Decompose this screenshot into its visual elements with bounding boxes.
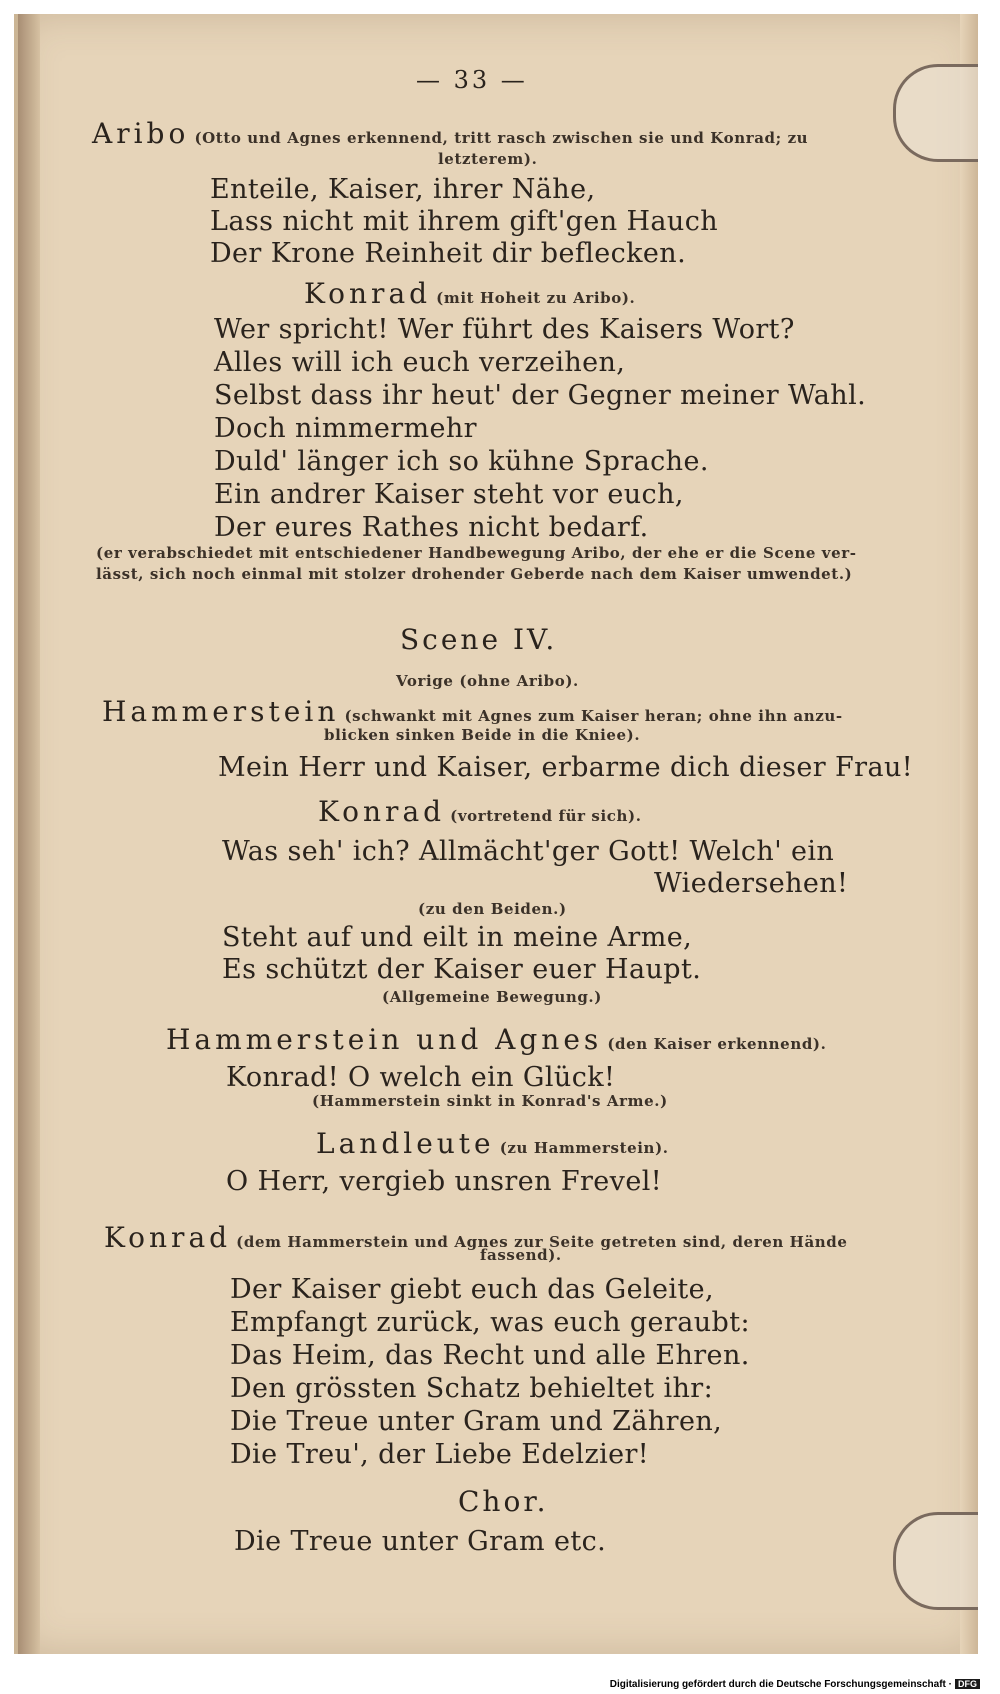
- verse-line: Der Kaiser giebt euch das Geleite,: [230, 1274, 715, 1305]
- stage-direction: blicken sinken Beide in die Kniee).: [324, 726, 641, 744]
- verse-line: Lass nicht mit ihrem gift'gen Hauch: [210, 206, 719, 237]
- stage-direction: (schwankt mit Agnes zum Kaiser heran; ohne ihn anzu-: [344, 707, 843, 725]
- stage-direction: (zu den Beiden.): [418, 900, 567, 918]
- stage-direction: (Allgemeine Bewegung.): [382, 988, 602, 1006]
- speaker-name: Konrad: [304, 277, 432, 310]
- paper-clip-top: [893, 64, 978, 162]
- speaker-name: Landleute: [316, 1127, 495, 1160]
- speech-heading: [318, 795, 642, 828]
- speaker-name: Konrad: [104, 1221, 232, 1254]
- verse-line: Wiedersehen!: [654, 868, 849, 899]
- speaker-name: Hammerstein: [102, 695, 340, 728]
- speech-heading: [316, 1127, 669, 1160]
- stage-direction: Vorige (ohne Aribo).: [396, 672, 579, 690]
- chorus-heading: Chor.: [458, 1485, 549, 1518]
- speaker-name: Hammerstein und Agnes: [166, 1023, 603, 1056]
- paper-clip-bottom: [893, 1512, 978, 1610]
- stage-direction: fassend).: [480, 1246, 562, 1264]
- page-edge: [960, 14, 978, 1654]
- page-number: — 33 —: [416, 66, 528, 94]
- stage-direction: (dem Hammerstein und Agnes zur Seite getreten sind, deren Hände: [236, 1233, 848, 1251]
- digitization-credit: [610, 1679, 980, 1690]
- verse-line: Die Treu', der Liebe Edelzier!: [230, 1439, 650, 1470]
- stage-direction: letzterem).: [438, 150, 538, 168]
- speaker-name: Konrad: [318, 795, 446, 828]
- verse-line: Duld' länger ich so kühne Sprache.: [214, 446, 709, 477]
- speech-heading: [104, 1221, 848, 1254]
- stage-direction: (den Kaiser erkennend).: [607, 1035, 827, 1053]
- stage-direction: (er verabschiedet mit entschiedener Handbewegung Aribo, der ehe er die Scene ver-: [96, 544, 857, 562]
- dfg-logo: DFG: [955, 1679, 980, 1689]
- verse-line: Mein Herr und Kaiser, erbarme dich dieser Frau!: [218, 752, 913, 783]
- stage-direction: (vortretend für sich).: [450, 807, 642, 825]
- verse-line: O Herr, vergieb unsren Frevel!: [226, 1166, 662, 1197]
- stage-direction: (Otto und Agnes erkennend, tritt rasch zwischen sie und Konrad; zu: [194, 129, 809, 147]
- page-gutter: [18, 14, 40, 1654]
- verse-line: Empfangt zurück, was euch geraubt:: [230, 1307, 750, 1338]
- verse-line: Alles will ich euch verzeihen,: [214, 347, 626, 378]
- speech-heading: [166, 1023, 827, 1056]
- verse-line: Steht auf und eilt in meine Arme,: [222, 922, 693, 953]
- verse-line: Was seh' ich? Allmächt'ger Gott! Welch' ein: [222, 836, 835, 867]
- verse-line: Der eures Rathes nicht bedarf.: [214, 512, 649, 543]
- speech-heading: [92, 117, 809, 150]
- speech-heading: [304, 277, 636, 310]
- verse-line: Ein andrer Kaiser steht vor euch,: [214, 479, 684, 510]
- verse-line: Konrad! O welch ein Glück!: [226, 1062, 616, 1093]
- verse-line: Den grössten Schatz behieltet ihr:: [230, 1373, 714, 1404]
- verse-line: Doch nimmermehr: [214, 413, 477, 444]
- verse-line: Das Heim, das Recht und alle Ehren.: [230, 1340, 750, 1371]
- speaker-name: Aribo: [92, 117, 190, 150]
- stage-direction: (mit Hoheit zu Aribo).: [436, 289, 636, 307]
- verse-line: Enteile, Kaiser, ihrer Nähe,: [210, 174, 596, 205]
- stage-direction: (zu Hammerstein).: [499, 1139, 669, 1157]
- scene-heading: Scene IV.: [400, 623, 558, 656]
- verse-line: Die Treue unter Gram und Zähren,: [230, 1406, 723, 1437]
- verse-line: Es schützt der Kaiser euer Haupt.: [222, 954, 702, 985]
- verse-line: Selbst dass ihr heut' der Gegner meiner Wahl.: [214, 380, 867, 411]
- stage-direction: (Hammerstein sinkt in Konrad's Arme.): [312, 1092, 668, 1110]
- verse-line: Der Krone Reinheit dir beflecken.: [210, 238, 687, 269]
- verse-line: Die Treue unter Gram etc.: [234, 1526, 607, 1557]
- book-page: [14, 14, 978, 1654]
- credit-text: Digitalisierung gefördert durch die Deutsche Forschungsgemeinschaft ·: [609, 1679, 952, 1690]
- speech-heading: [102, 695, 843, 728]
- stage-direction: lässt, sich noch einmal mit stolzer drohender Geberde nach dem Kaiser umwendet.): [96, 565, 853, 583]
- verse-line: Wer spricht! Wer führt des Kaisers Wort?: [214, 314, 795, 345]
